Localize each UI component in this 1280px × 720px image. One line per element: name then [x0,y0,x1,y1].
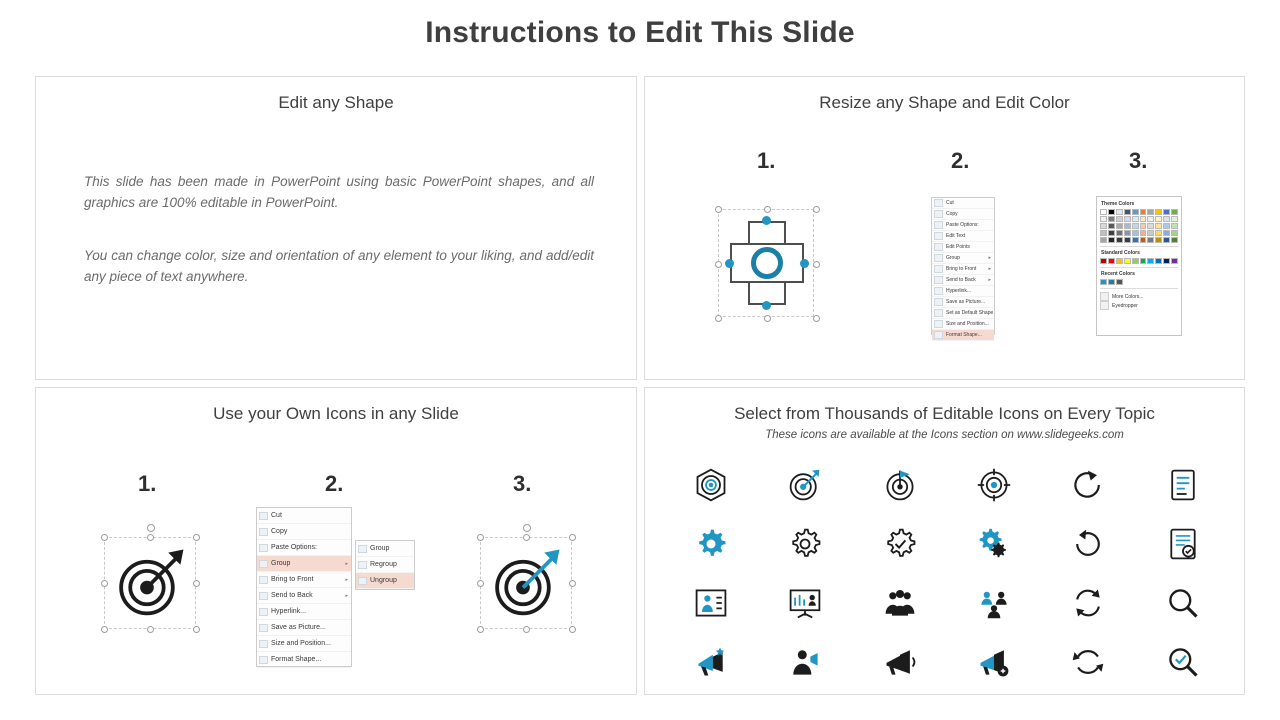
recent-color-row[interactable] [1100,279,1178,285]
menu-label: Edit Text [946,233,966,239]
search-check-icon[interactable] [1165,644,1201,680]
recent-colors-label: Recent Colors [1101,271,1135,277]
rotate-handle[interactable] [523,524,531,532]
swatch[interactable] [1140,237,1147,243]
theme-colors-label: Theme Colors [1101,201,1135,207]
chevron-right-icon: ▸ [345,560,348,567]
resize-handle-nw[interactable] [477,534,484,541]
ungroup-icon [358,577,367,585]
context-menu-own-icons[interactable] [256,507,352,667]
target-ring [751,247,783,279]
copy-icon [259,528,268,536]
swatch[interactable] [1163,216,1170,222]
menu-label: Group [271,560,291,567]
menu-label: Bring to Front [946,266,977,272]
accent-dot-right [800,259,809,268]
swatch[interactable] [1132,230,1139,236]
resize-handle-ne[interactable] [813,206,820,213]
resize-handle-w[interactable] [101,580,108,587]
megaphone-icon[interactable] [882,644,918,680]
menu-item-send-to-back[interactable] [257,588,351,604]
menu-item-copy[interactable] [932,209,994,220]
cut-icon [259,512,268,520]
palette-icon [1100,292,1109,301]
panel-edit-any-shape [35,76,637,380]
menu-label: Save as Picture... [946,299,986,305]
resize-handle-se[interactable] [569,626,576,633]
team-meeting-icon[interactable] [976,585,1012,621]
edit-points-icon [934,243,943,251]
swatch[interactable] [1132,216,1139,222]
default-shape-icon [934,309,943,317]
menu-item-hyperlink[interactable] [932,286,994,297]
menu-label: Group [370,545,390,552]
divider [1100,246,1178,247]
bring-front-icon [259,576,268,584]
menu-label: Send to Back [271,592,313,599]
resize-handle-e[interactable] [193,580,200,587]
editable-icons-grid [664,455,1230,691]
document-check-icon[interactable] [1165,526,1201,562]
eyedropper-item[interactable] [1100,301,1178,310]
resize-step-number-1: 1. [757,148,776,173]
chevron-right-icon: ▸ [988,255,991,261]
swatch[interactable] [1116,216,1123,222]
swatch[interactable] [1147,216,1154,222]
swatch[interactable] [1116,209,1123,215]
swatch[interactable] [1132,258,1139,264]
menu-label: Copy [946,211,958,217]
swatch[interactable] [1155,230,1162,236]
own-icons-step-number-3: 3. [513,471,532,496]
resize-handle-nw[interactable] [101,534,108,541]
regroup-icon [358,561,367,569]
more-colors-label: More Colors... [1112,293,1144,300]
document-list-icon[interactable] [1165,467,1201,503]
swatch[interactable] [1163,237,1170,243]
swatch[interactable] [1100,223,1107,229]
gear-outline-icon[interactable] [787,526,823,562]
panel-title-editable-icons: Select from Thousands of Editable Icons on Every Topic [734,404,1155,423]
menu-label: Cut [946,200,954,206]
menu-item-paste-options[interactable] [932,220,994,231]
swatch[interactable] [1108,237,1115,243]
chevron-right-icon: ▸ [345,592,348,599]
menu-item-set-default-shape[interactable] [932,308,994,319]
page-title: Instructions to Edit This Slide [425,16,855,49]
menu-label: Edit Points [946,244,970,250]
edit-text-icon [934,232,943,240]
swatch[interactable] [1116,223,1123,229]
panel-subtitle-editable-icons: These icons are available at the Icons section on www.slidegeeks.com [765,429,1124,441]
rotate-arrow-icon[interactable] [1070,526,1106,562]
gears-double-icon[interactable] [976,526,1012,562]
size-position-icon [259,640,268,648]
megaphone-alert-icon[interactable] [976,644,1012,680]
swatch[interactable] [1124,237,1131,243]
resize-handle-se[interactable] [813,315,820,322]
swatch[interactable] [1171,216,1178,222]
menu-label: Set as Default Shape [946,310,994,316]
resize-handle-n[interactable] [764,206,771,213]
swatch[interactable] [1108,258,1115,264]
own-icons-step-number-1: 1. [138,471,157,496]
resize-handle-w[interactable] [715,261,722,268]
rotate-handle[interactable] [147,524,155,532]
panel-title-resize-shape: Resize any Shape and Edit Color [819,93,1070,112]
context-menu-resize[interactable] [931,197,995,338]
resize-handle-sw[interactable] [101,626,108,633]
menu-item-save-as-picture[interactable] [932,297,994,308]
send-back-icon [934,276,943,284]
cross-target-shape [730,221,804,305]
menu-label: Cut [271,512,282,519]
menu-label: Bring to Front [271,576,314,583]
dart-target-graphic [112,545,188,621]
resize-handle-s[interactable] [523,626,530,633]
submenu-item-regroup[interactable] [356,557,414,573]
swatch[interactable] [1108,209,1115,215]
swatch[interactable] [1171,258,1178,264]
swatch[interactable] [1155,216,1162,222]
dart-target-graphic-colored [488,545,564,621]
swatch[interactable] [1108,223,1115,229]
swatch[interactable] [1155,223,1162,229]
swatch[interactable] [1116,230,1123,236]
menu-item-hyperlink[interactable] [257,604,351,620]
save-picture-icon [934,298,943,306]
person-podium-icon[interactable] [693,585,729,621]
dart-icon-selected-2 [480,537,572,629]
menu-item-format-shape[interactable] [257,652,351,668]
hyperlink-icon [259,608,268,616]
swatch[interactable] [1140,223,1147,229]
group-icon [358,545,367,553]
submenu-item-group[interactable] [356,541,414,557]
swatch[interactable] [1132,237,1139,243]
paste-icon [934,221,943,229]
menu-label: Hyperlink... [946,288,972,294]
resize-handle-e[interactable] [569,580,576,587]
standard-colors-label: Standard Colors [1101,250,1140,256]
crosshair-target-icon[interactable] [976,467,1012,503]
circular-arrows-icon[interactable] [1070,644,1106,680]
chevron-right-icon: ▸ [988,277,991,283]
resize-handle-n[interactable] [147,534,154,541]
theme-color-row-1[interactable] [1100,209,1178,215]
swatch[interactable] [1100,216,1107,222]
target-flag-icon[interactable] [882,467,918,503]
accent-dot-bottom [762,301,771,310]
resize-handle-sw[interactable] [715,315,722,322]
chevron-right-icon: ▸ [988,266,991,272]
divider [1100,288,1178,289]
menu-label: Paste Options: [946,222,979,228]
resize-handle-nw[interactable] [715,206,722,213]
edit-shape-paragraph-2: You can change color, size and orientation of any element to your liking, and add/edit any piece of text anywhere. [84,248,594,284]
swatch[interactable] [1163,209,1170,215]
megaphone-star-icon[interactable] [693,644,729,680]
swatch[interactable] [1147,209,1154,215]
swatch[interactable] [1147,237,1154,243]
swatch[interactable] [1132,223,1139,229]
swatch[interactable] [1140,230,1147,236]
bring-front-icon [934,265,943,273]
color-picker-panel[interactable] [1096,196,1182,336]
swatch[interactable] [1147,223,1154,229]
gear-check-icon[interactable] [882,526,918,562]
menu-label: Save as Picture... [271,624,326,631]
menu-label: Regroup [370,561,397,568]
resize-handle-n[interactable] [523,534,530,541]
menu-item-group[interactable] [257,556,351,572]
swatch[interactable] [1171,223,1178,229]
swatch[interactable] [1155,237,1162,243]
swatch[interactable] [1124,258,1131,264]
resize-handle-s[interactable] [147,626,154,633]
swatch[interactable] [1100,230,1107,236]
more-colors-item[interactable] [1100,292,1178,301]
menu-label: Format Shape... [946,332,982,338]
menu-item-cut[interactable] [257,508,351,524]
group-submenu[interactable] [355,540,415,590]
swatch[interactable] [1124,230,1131,236]
menu-item-size-and-position[interactable] [257,636,351,652]
swatch[interactable] [1108,279,1115,285]
swatch[interactable] [1140,209,1147,215]
swatch[interactable] [1100,258,1107,264]
cut-icon [934,199,943,207]
swatch[interactable] [1163,223,1170,229]
menu-item-size-and-position[interactable] [932,319,994,330]
swatch[interactable] [1132,209,1139,215]
format-shape-icon [934,331,943,339]
hyperlink-icon [934,287,943,295]
sync-arrows-icon[interactable] [1070,585,1106,621]
swatch[interactable] [1116,237,1123,243]
menu-item-edit-text[interactable] [932,231,994,242]
resize-step-number-2: 2. [951,148,970,173]
swatch[interactable] [1108,216,1115,222]
menu-item-bring-to-front[interactable] [257,572,351,588]
menu-item-cut[interactable] [932,198,994,209]
swatch[interactable] [1171,237,1178,243]
edit-shape-paragraph-1: This slide has been made in PowerPoint using basic PowerPoint shapes, and all graphics are 100% editable in PowerPoint. [84,174,594,210]
submenu-item-ungroup[interactable] [356,573,414,589]
people-group-icon[interactable] [882,585,918,621]
resize-handle-se[interactable] [193,626,200,633]
swatch[interactable] [1140,216,1147,222]
menu-label: Size and Position... [946,321,989,327]
panel-title-edit-shape: Edit any Shape [278,93,394,112]
menu-item-format-shape[interactable] [932,330,994,341]
presentation-board-icon[interactable] [787,585,823,621]
chevron-right-icon: ▸ [345,576,348,583]
swatch[interactable] [1108,230,1115,236]
own-icons-step-number-2: 2. [325,471,344,496]
menu-label: Send to Back [946,277,976,283]
group-icon [259,560,268,568]
swatch[interactable] [1124,216,1131,222]
eyedropper-icon [1100,301,1109,310]
menu-item-paste-options[interactable] [257,540,351,556]
menu-item-bring-to-front[interactable] [932,264,994,275]
divider [1100,267,1178,268]
save-picture-icon [259,624,268,632]
swatch[interactable] [1163,258,1170,264]
resize-handle-ne[interactable] [569,534,576,541]
swatch[interactable] [1163,230,1170,236]
resize-handle-ne[interactable] [193,534,200,541]
menu-item-edit-points[interactable] [932,242,994,253]
eyedropper-label: Eyedropper [1112,302,1138,309]
magnifier-icon[interactable] [1165,585,1201,621]
person-speaker-icon[interactable] [787,644,823,680]
menu-label: Format Shape... [271,656,322,663]
target-circle-icon[interactable] [693,467,729,503]
menu-label: Ungroup [370,577,397,584]
swatch[interactable] [1171,209,1178,215]
menu-label: Hyperlink... [271,608,307,615]
swatch[interactable] [1140,258,1147,264]
resize-handle-e[interactable] [813,261,820,268]
panel-title-own-icons: Use your Own Icons in any Slide [213,404,459,423]
menu-label: Size and Position... [271,640,331,647]
swatch[interactable] [1100,209,1107,215]
menu-item-copy[interactable] [257,524,351,540]
theme-color-row-4[interactable] [1100,230,1178,236]
gear-solid-icon[interactable] [693,526,729,562]
group-icon [934,254,943,262]
resize-handle-s[interactable] [764,315,771,322]
swatch[interactable] [1155,209,1162,215]
swatch[interactable] [1100,237,1107,243]
swatch[interactable] [1124,223,1131,229]
selected-shape-artwork [712,203,822,325]
size-position-icon [934,320,943,328]
theme-color-row-2[interactable] [1100,216,1178,222]
swatch[interactable] [1116,258,1123,264]
swatch[interactable] [1171,230,1178,236]
menu-label: Paste Options: [271,544,317,551]
accent-dot-top [762,216,771,225]
standard-color-row[interactable] [1100,258,1178,264]
resize-step-number-3: 3. [1129,148,1148,173]
copy-icon [934,210,943,218]
paste-icon [259,544,268,552]
resize-handle-sw[interactable] [477,626,484,633]
swatch[interactable] [1147,258,1154,264]
resize-handle-w[interactable] [477,580,484,587]
swatch[interactable] [1147,230,1154,236]
accent-dot-left [725,259,734,268]
swatch[interactable] [1116,279,1123,285]
menu-item-group[interactable] [932,253,994,264]
format-shape-icon [259,656,268,664]
swatch[interactable] [1100,279,1107,285]
refresh-arrow-icon[interactable] [1070,467,1106,503]
dart-icon-selected-1 [104,537,196,629]
swatch[interactable] [1155,258,1162,264]
swatch[interactable] [1124,209,1131,215]
send-back-icon [259,592,268,600]
theme-color-row-3[interactable] [1100,223,1178,229]
menu-item-save-as-picture[interactable] [257,620,351,636]
theme-color-row-5[interactable] [1100,237,1178,243]
menu-label: Group [946,255,960,261]
menu-label: Copy [271,528,288,535]
dart-target-icon[interactable] [787,467,823,503]
menu-item-send-to-back[interactable] [932,275,994,286]
